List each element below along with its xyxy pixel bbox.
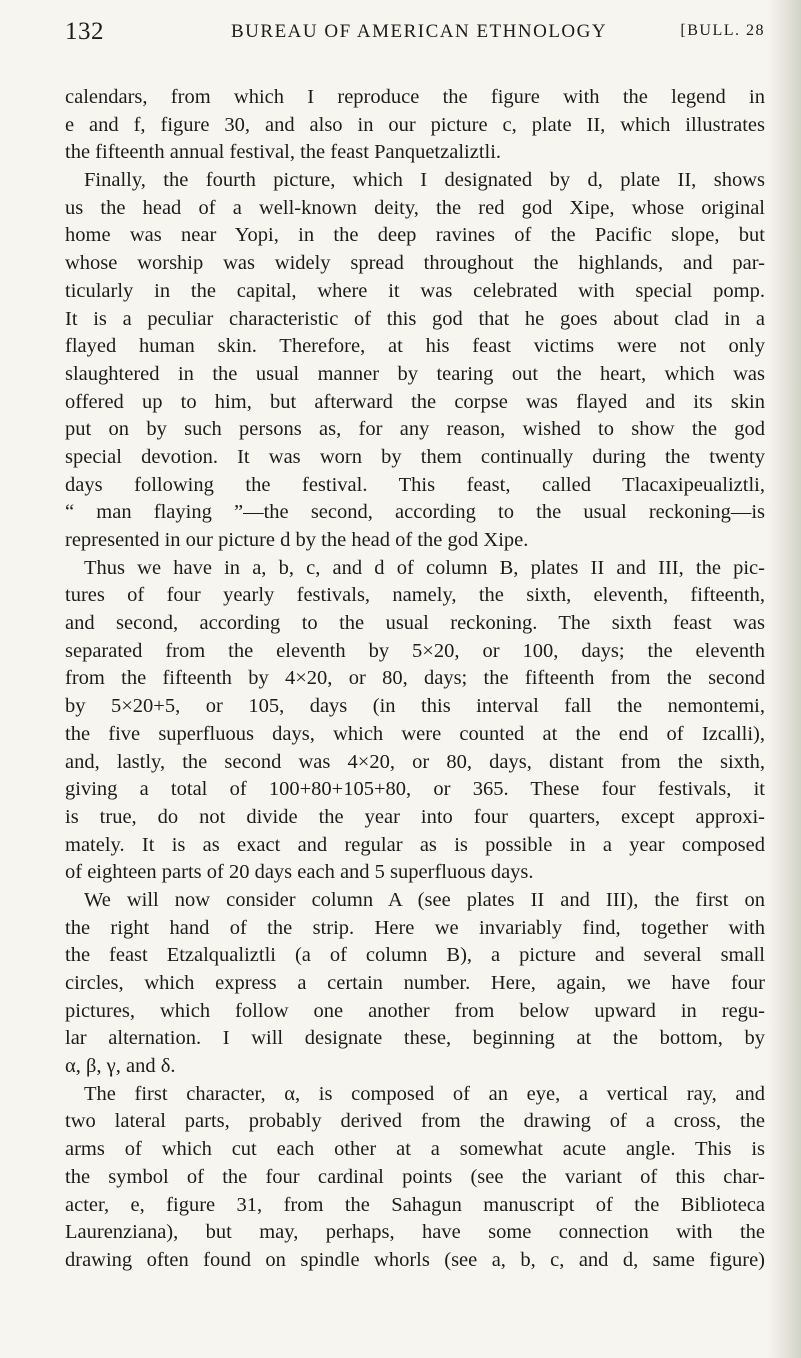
text-line: Finally, the fourth picture, which I designated by d, plate II, shows — [84, 169, 765, 192]
text-line: us the head of a well-known deity, the red god Xipe, whose original — [65, 196, 765, 219]
text-line: and second, according to the usual reckoning. The sixth feast was — [65, 612, 765, 635]
text-line: home was near Yopi, in the deep ravines of the Pacific slope, but — [65, 224, 765, 247]
text-line: α, β, γ, and δ. — [65, 1055, 176, 1078]
text-line: the feast Etzalqualiztli (a of column B), a picture and several small — [65, 944, 765, 967]
text-line: calendars, from which I reproduce the figure with the legend in — [65, 86, 765, 108]
text-line: the right hand of the strip. Here we invariably find, together with — [65, 916, 765, 939]
text-line: The first character, α, is composed of an eye, a vertical ray, and — [84, 1082, 765, 1105]
text-line: of eighteen parts of 20 days each and 5 superfluous days. — [65, 861, 534, 884]
text-line: tures of four yearly festivals, namely, the sixth, eleventh, fifteenth, — [65, 584, 765, 607]
text-line: put on by such persons as, for any reason, wished to show the god — [65, 418, 765, 441]
text-line: Thus we have in a, b, c, and d of column B, plates II and III, the pic- — [84, 556, 765, 579]
text-line: e and f, figure 30, and also in our picture c, plate II, which illustrates — [65, 113, 765, 136]
text-line: flayed human skin. Therefore, at his feast victims were not only — [65, 335, 765, 358]
body-text — [65, 84, 765, 1275]
page-edge-shading — [767, 0, 801, 1358]
bulletin-reference: [BULL. 28 — [680, 22, 765, 39]
text-line: two lateral parts, probably derived from the drawing of a cross, the — [65, 1110, 765, 1133]
text-line: It is a peculiar characteristic of this god that he goes about clad in a — [65, 307, 765, 330]
running-head: BUREAU OF AMERICAN ETHNOLOGY — [231, 21, 608, 42]
text-line: the symbol of the four cardinal points (see the variant of this char- — [65, 1165, 765, 1188]
text-line: Laurenziana), but may, perhaps, have some connection with the — [65, 1221, 765, 1244]
text-line: pictures, which follow one another from below upward in regu- — [65, 999, 765, 1022]
text-line: represented in our picture d by the head of the god Xipe. — [65, 529, 529, 551]
text-line: separated from the eleventh by 5×20, or 100, days; the eleventh — [65, 639, 765, 662]
text-line: ticularly in the capital, where it was celebrated with special pomp. — [65, 279, 765, 302]
page-number: 132 — [65, 18, 104, 45]
text-line: lar alternation. I will designate these, beginning at the bottom, by — [65, 1027, 765, 1050]
text-line: and, lastly, the second was 4×20, or 80, days, distant from the sixth, — [65, 750, 765, 773]
text-line: circles, which express a certain number. Here, again, we have four — [65, 972, 765, 994]
text-line: is true, do not divide the year into four quarters, except approxi- — [65, 805, 765, 828]
text-line: acter, e, figure 31, from the Sahagun manuscript of the Biblioteca — [65, 1193, 765, 1216]
text-line: giving a total of 100+80+105+80, or 365. These four festivals, it — [65, 778, 765, 801]
text-line: “ man flaying ”—the second, according to the usual reckoning—is — [65, 501, 765, 524]
text-line: by 5×20+5, or 105, days (in this interval fall the nemontemi, — [65, 695, 765, 718]
text-line: drawing often found on spindle whorls (see a, b, c, and d, same figure) — [65, 1248, 765, 1271]
text-line: offered up to him, but afterward the corpse was flayed and its skin — [65, 390, 765, 413]
text-line: days following the festival. This feast, called Tlacaxipeualiztli, — [65, 473, 765, 496]
page-header — [65, 8, 765, 48]
text-line: slaughtered in the usual manner by tearing out the heart, which was — [65, 362, 765, 385]
text-line: special devotion. It was worn by them continually during the twenty — [65, 445, 765, 468]
text-line: mately. It is as exact and regular as is possible in a year composed — [65, 833, 765, 856]
text-line: arms of which cut each other at a somewhat acute angle. This is — [65, 1138, 765, 1161]
text-line: the five superfluous days, which were counted at the end of Izcalli), — [65, 722, 765, 745]
text-line: from the fifteenth by 4×20, or 80, days; the fifteenth from the second — [65, 667, 765, 690]
text-line: the fifteenth annual festival, the feast Panquetzaliztli. — [65, 141, 502, 164]
text-line: whose worship was widely spread throughout the highlands, and par- — [65, 252, 765, 275]
text-line: We will now consider column A (see plates II and III), the first on — [84, 888, 765, 911]
